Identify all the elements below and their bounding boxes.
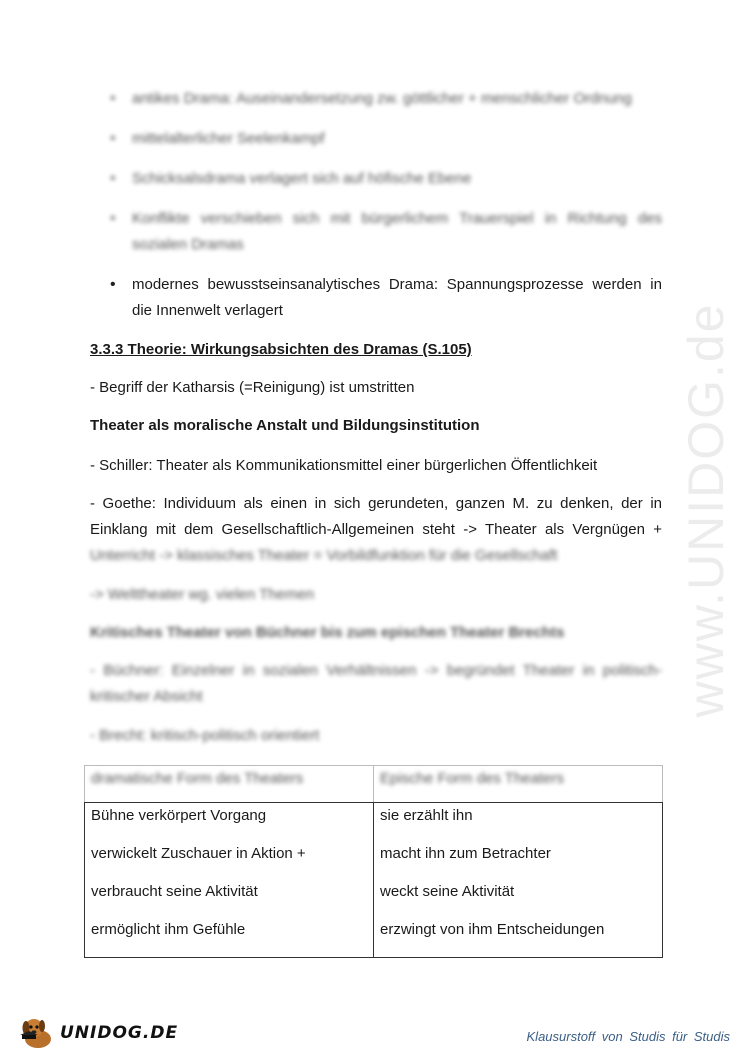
table-cell-line: ermöglicht ihm Gefühle [91, 921, 246, 938]
table-cell-line: macht ihn zum Betrachter [380, 845, 551, 862]
paragraph-welttheater: -> Welttheater wg. vielen Themen [90, 586, 315, 603]
heading-kritisches-theater: Kritisches Theater von Büchner bis zum epischen Theater Brechts [90, 624, 565, 641]
bullet-list [110, 86, 662, 338]
footer-tagline: Klausurstoff von Studis für Studis [526, 1029, 730, 1044]
table-header-cell: dramatische Form des Theaters [85, 766, 374, 803]
paragraph-katharsis: - Begriff der Katharsis (=Reinigung) ist umstritten [90, 379, 415, 396]
table-cell-left [85, 803, 374, 958]
table-cell-line: verwickelt Zuschauer in Aktion + [91, 845, 306, 862]
bullet-item: • Schicksalsdrama verlagert sich auf höfische Ebene [110, 166, 662, 192]
bullet-item: • mittelalterlicher Seelenkampf [110, 126, 662, 152]
table-cell-right [374, 803, 663, 958]
goethe-visible-text: - Goethe: Individuum als einen in sich gerundeten, ganzen M. zu denken, der in Einklang mit dem Gesellschaftlich-Allgemeinen steht -> Theater als Vergnügen + [90, 495, 662, 538]
comparison-table [84, 765, 663, 958]
bullet-item: • Konflikte verschieben sich mit bürgerlichem Trauerspiel in Richtung des sozialen Dramas [110, 206, 662, 258]
logo-text: UNIDOG.DE [60, 1023, 179, 1043]
section-heading: 3.3.3 Theorie: Wirkungsabsichten des Dramas (S.105) [90, 341, 472, 358]
dog-mascot-icon [20, 1015, 60, 1051]
unidog-logo [20, 1015, 180, 1051]
table-cell-line: erzwingt von ihm Entscheidungen [380, 921, 605, 938]
paragraph-buechner: - Büchner: Einzelner in sozialen Verhältnissen -> begründet Theater in politisch-kritischer Absicht [90, 662, 662, 705]
table-header-row [85, 766, 663, 803]
bullet-item: • antikes Drama: Auseinandersetzung zw. göttlicher + menschlicher Ordnung [110, 86, 662, 112]
paragraph-goethe [90, 491, 662, 569]
paragraph-brecht: - Brecht: kritisch-politisch orientiert [90, 727, 320, 744]
goethe-blurred-text: Unterricht -> klassisches Theater = Vorbildfunktion für die Gesellschaft [90, 547, 558, 564]
watermark: www.UNIDOG.de [678, 302, 734, 718]
table-cell-line: sie erzählt ihn [380, 807, 473, 824]
heading-theater-anstalt: Theater als moralische Anstalt und Bildungsinstitution [90, 417, 480, 434]
table-cell-line: Bühne verkörpert Vorgang [91, 807, 267, 824]
paragraph-schiller: - Schiller: Theater als Kommunikationsmittel einer bürgerlichen Öffentlichkeit [90, 457, 598, 474]
table-cell-line: verbraucht seine Aktivität [91, 883, 258, 900]
bullet-item: • modernes bewusstseinsanalytisches Drama: Spannungsprozesse werden in die Innenwelt verlagert [110, 272, 662, 324]
table-header-cell: Epische Form des Theaters [374, 766, 663, 803]
table-cell-line: weckt seine Aktivität [380, 883, 515, 900]
table-row [85, 803, 663, 958]
